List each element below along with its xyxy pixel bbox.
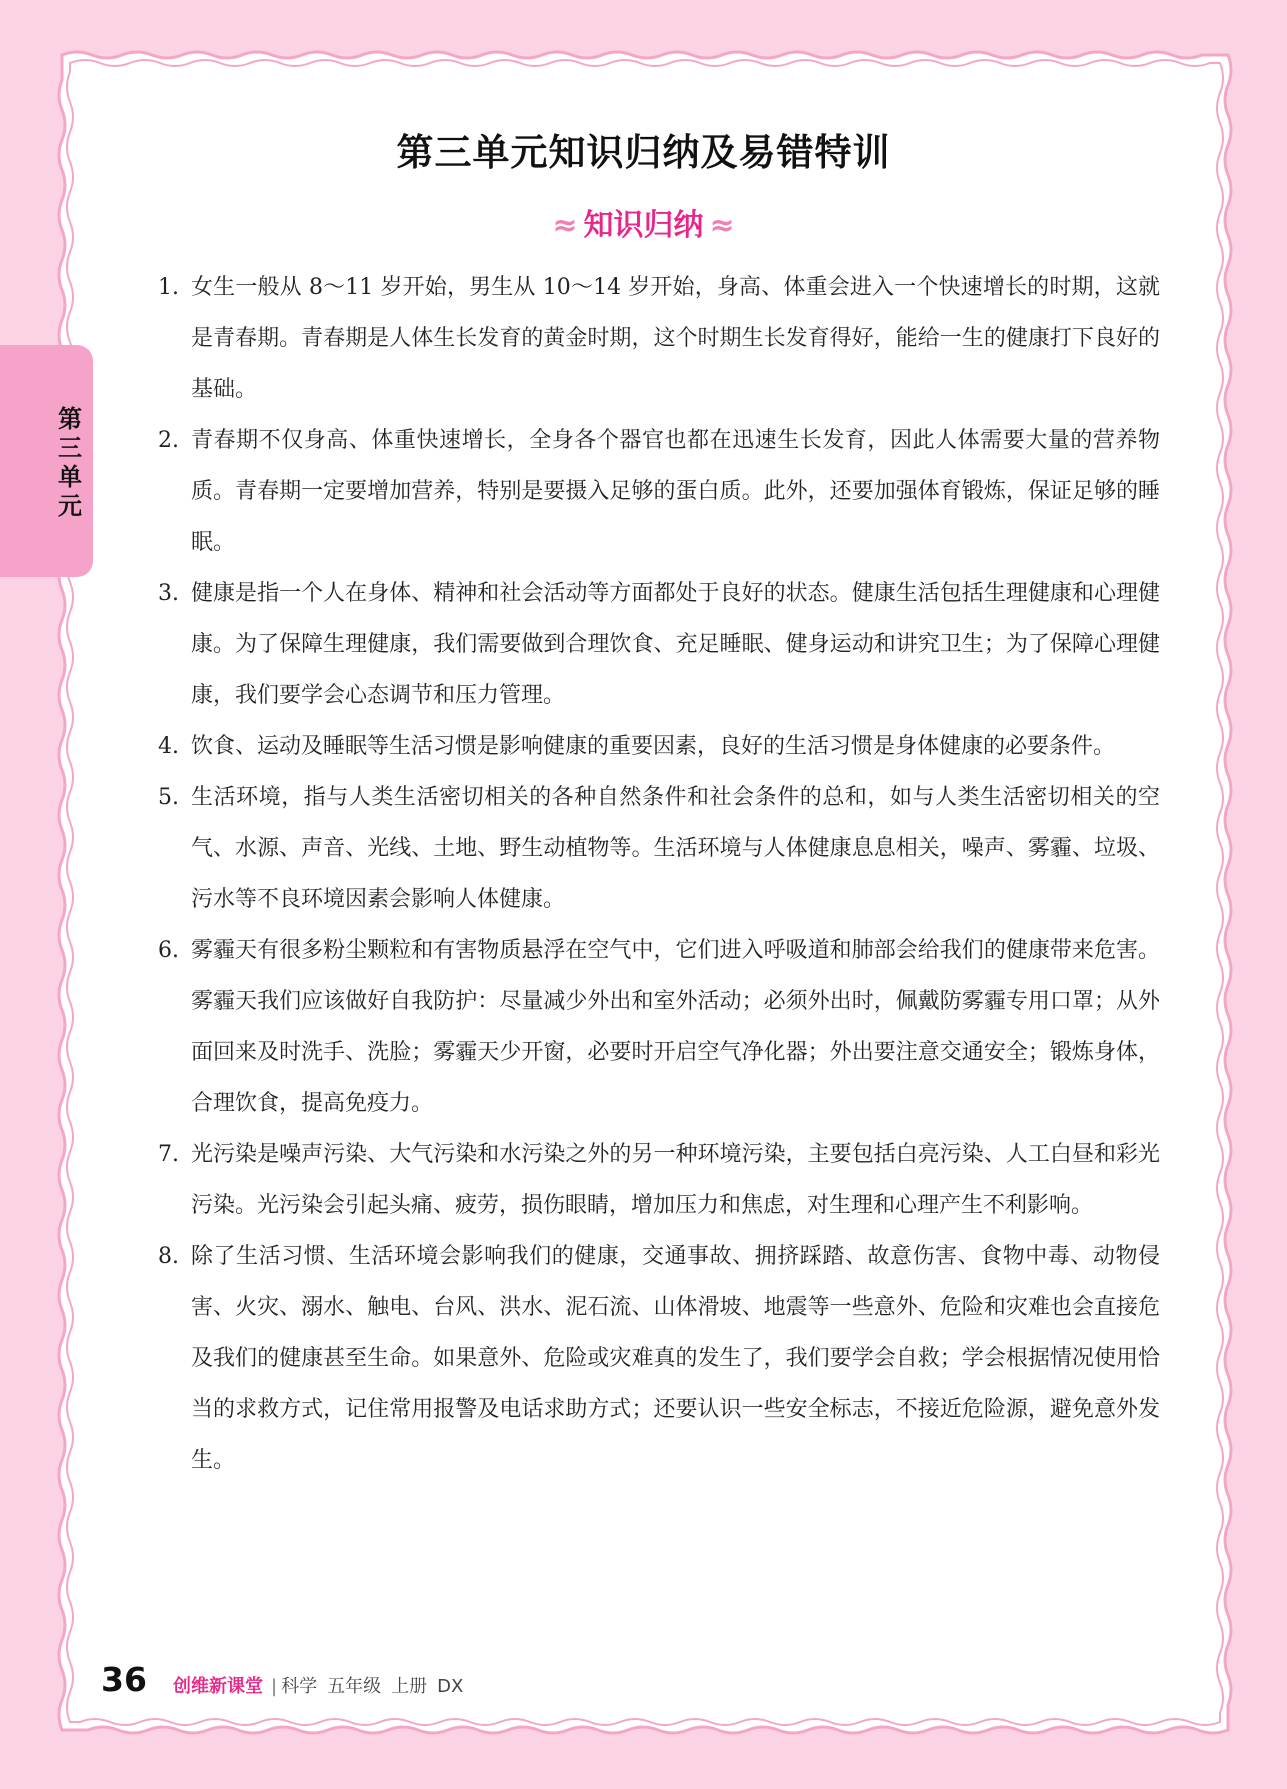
item-number: 2. <box>158 428 179 453</box>
item-number: 7. <box>158 1142 179 1167</box>
page-number: 36 <box>101 1660 147 1699</box>
unit-side-tab-label: 第三单元 <box>58 405 82 520</box>
book-info <box>271 1672 473 1698</box>
list-item <box>158 1129 1160 1231</box>
knowledge-list <box>158 262 1160 1486</box>
page-title: 第三单元知识归纳及易错特训 <box>396 131 891 174</box>
list-item <box>158 568 1160 721</box>
item-text: 光污染是噪声污染、大气污染和水污染之外的另一种环境污染，主要包括白亮污染、人工白昼和彩光污染。光污染会引起头痛、疲劳，损伤眼睛，增加压力和焦虑，对生理和心理产生不利影响。 <box>191 1142 1160 1218</box>
item-number: 4. <box>158 734 179 759</box>
list-item <box>158 772 1160 925</box>
list-item <box>158 925 1160 1129</box>
item-text: 除了生活习惯、生活环境会影响我们的健康，交通事故、拥挤踩踏、故意伤害、食物中毒、动物侵害、火灾、溺水、触电、台风、洪水、泥石流、山体滑坡、地震等一些意外、危险和灾难也会直接危及我们的健康甚至生命。如果意外、危险或灾难真的发生了，我们要学会自救；学会根据情况使用恰当的求救方式，记住常用报警及电话求助方式；还要认识一些安全标志，不接近危险源，避免意外发生。 <box>191 1244 1160 1473</box>
item-number: 1. <box>158 275 179 300</box>
item-number: 6. <box>158 938 179 963</box>
list-item <box>158 415 1160 568</box>
item-text: 女生一般从 8～11 岁开始，男生从 10～14 岁开始，身高、体重会进入一个快速增长的时期，这就是青春期。青春期是人体生长发育的黄金时期，这个时期生长发育得好，能给一生的健康打下良好的基础。 <box>191 275 1160 402</box>
item-number: 8. <box>158 1244 179 1269</box>
item-text: 青春期不仅身高、体重快速增长，全身各个器官也都在迅速生长发育，因此人体需要大量的营养物质。青春期一定要增加营养，特别是要摄入足够的蛋白质。此外，还要加强体育锻炼，保证足够的睡眠。 <box>191 428 1160 555</box>
section-heading <box>0 200 1287 244</box>
wave-decoration-right-icon: ≈ <box>709 208 735 243</box>
section-heading-text: 知识归纳 <box>583 208 704 243</box>
footer-grade: 五年级 <box>327 1676 382 1697</box>
list-item <box>158 1231 1160 1486</box>
brand-name: 创维新课堂 <box>173 1676 263 1697</box>
footer-volume: 上册 <box>391 1676 428 1697</box>
footer-subject: 科学 <box>281 1676 318 1697</box>
footer-separator: | <box>271 1676 278 1697</box>
item-text: 雾霾天有很多粉尘颗粒和有害物质悬浮在空气中，它们进入呼吸道和肺部会给我们的健康带来危害。雾霾天我们应该做好自我防护：尽量减少外出和室外活动；必须外出时，佩戴防雾霾专用口罩；从外面回来及时洗手、洗脸；雾霾天少开窗，必要时开启空气净化器；外出要注意交通安全；锻炼身体，合理饮食，提高免疫力。 <box>191 938 1160 1116</box>
item-number: 3. <box>158 581 179 606</box>
item-text: 生活环境，指与人类生活密切相关的各种自然条件和社会条件的总和，如与人类生活密切相关的空气、水源、声音、光线、土地、野生动植物等。生活环境与人体健康息息相关，噪声、雾霾、垃圾、污水等不良环境因素会影响人体健康。 <box>191 785 1160 912</box>
item-number: 5. <box>158 785 179 810</box>
footer-edition: DX <box>437 1676 464 1697</box>
list-item <box>158 721 1160 772</box>
item-text: 健康是指一个人在身体、精神和社会活动等方面都处于良好的状态。健康生活包括生理健康和心理健康。为了保障生理健康，我们需要做到合理饮食、充足睡眠、健身运动和讲究卫生；为了保障心理健康，我们要学会心态调节和压力管理。 <box>191 581 1160 708</box>
item-text: 饮食、运动及睡眠等生活习惯是影响健康的重要因素，良好的生活习惯是身体健康的必要条件。 <box>191 734 1116 759</box>
list-item <box>158 262 1160 415</box>
wave-decoration-left-icon: ≈ <box>552 208 578 243</box>
